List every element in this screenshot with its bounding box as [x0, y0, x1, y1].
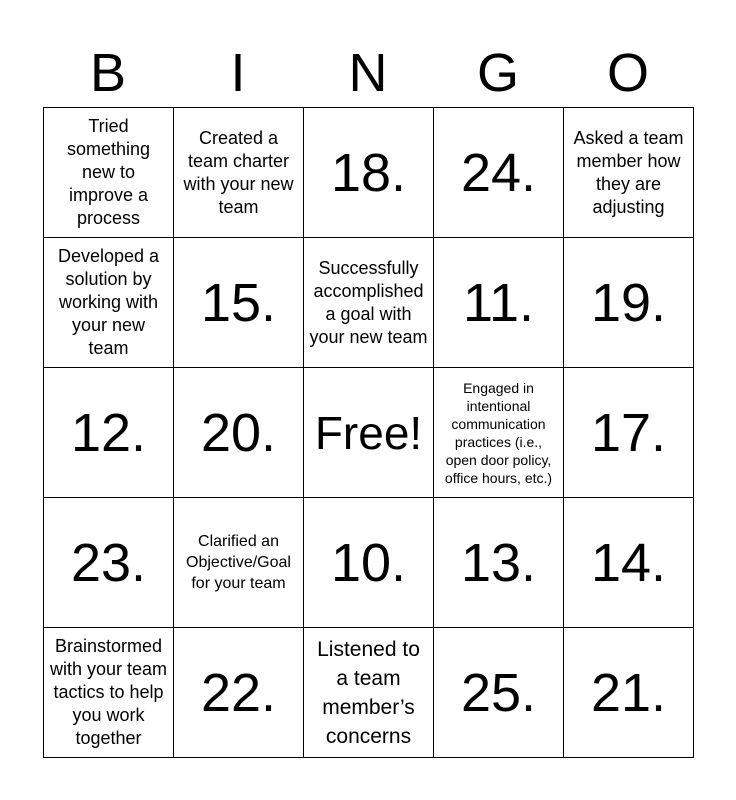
cell-number: 18.: [330, 142, 407, 203]
cell-number: 21.: [590, 662, 667, 723]
cell-number: 19.: [590, 272, 667, 333]
header-letter-i: I: [230, 43, 246, 103]
bingo-cell: [564, 368, 694, 498]
bingo-cell: [44, 108, 174, 238]
cell-number: 15.: [200, 272, 277, 333]
bingo-cell: [44, 628, 174, 758]
cell-number: 13.: [460, 532, 537, 593]
bingo-cell: [564, 498, 694, 628]
cell-number: 12.: [70, 402, 147, 463]
bingo-cell: [44, 498, 174, 628]
cell-number: 25.: [460, 662, 537, 723]
cell-text: Developed a solution by working with your new team: [57, 246, 160, 358]
cell-text: Brainstormed with your team tactics to help you work together: [49, 636, 168, 748]
cell-text: Listened to a team member’s concerns: [317, 637, 420, 748]
bingo-header: [43, 40, 693, 106]
cell-number: 22.: [200, 662, 277, 723]
cell-number: 14.: [590, 532, 667, 593]
bingo-cell: [174, 368, 304, 498]
cell-text: Engaged in intentional communication practices (i.e., open door policy, office hours, etc.): [444, 379, 553, 486]
free-space: [304, 368, 434, 498]
cell-text: Asked a team member how they are adjusting: [573, 127, 684, 217]
cell-number: 11.: [462, 272, 535, 333]
bingo-cell: [434, 498, 564, 628]
cell-number: 10.: [330, 532, 407, 593]
bingo-cell: [304, 108, 434, 238]
bingo-cell: [564, 628, 694, 758]
bingo-cell: [434, 628, 564, 758]
bingo-cell: [174, 238, 304, 368]
cell-text: Clarified an Objective/Goal for your team: [186, 533, 291, 592]
bingo-cell: [304, 498, 434, 628]
cell-number: 17.: [590, 402, 667, 463]
bingo-cell: [44, 238, 174, 368]
bingo-cell: [434, 238, 564, 368]
cell-text: Successfully accomplished a goal with your new team: [309, 257, 428, 347]
bingo-card: [43, 107, 694, 758]
cell-number: 24.: [460, 142, 537, 203]
header-letter-g: G: [476, 43, 519, 103]
bingo-cell: [564, 238, 694, 368]
cell-number: 23.: [70, 532, 147, 593]
free-space-label: Free!: [314, 406, 423, 459]
bingo-cell: [564, 108, 694, 238]
bingo-cell: [174, 628, 304, 758]
cell-text: Tried something new to improve a process: [66, 116, 151, 228]
bingo-cell: [174, 108, 304, 238]
header-letter-o: O: [606, 43, 649, 103]
bingo-cell: [434, 368, 564, 498]
bingo-cell: [174, 498, 304, 628]
header-letter-b: B: [89, 43, 127, 103]
bingo-cell: [434, 108, 564, 238]
cell-text: Created a team charter with your new team: [183, 127, 294, 217]
header-letter-n: N: [348, 43, 388, 103]
bingo-cell: [304, 628, 434, 758]
bingo-cell: [304, 238, 434, 368]
cell-number: 20.: [200, 402, 277, 463]
bingo-cell: [44, 368, 174, 498]
